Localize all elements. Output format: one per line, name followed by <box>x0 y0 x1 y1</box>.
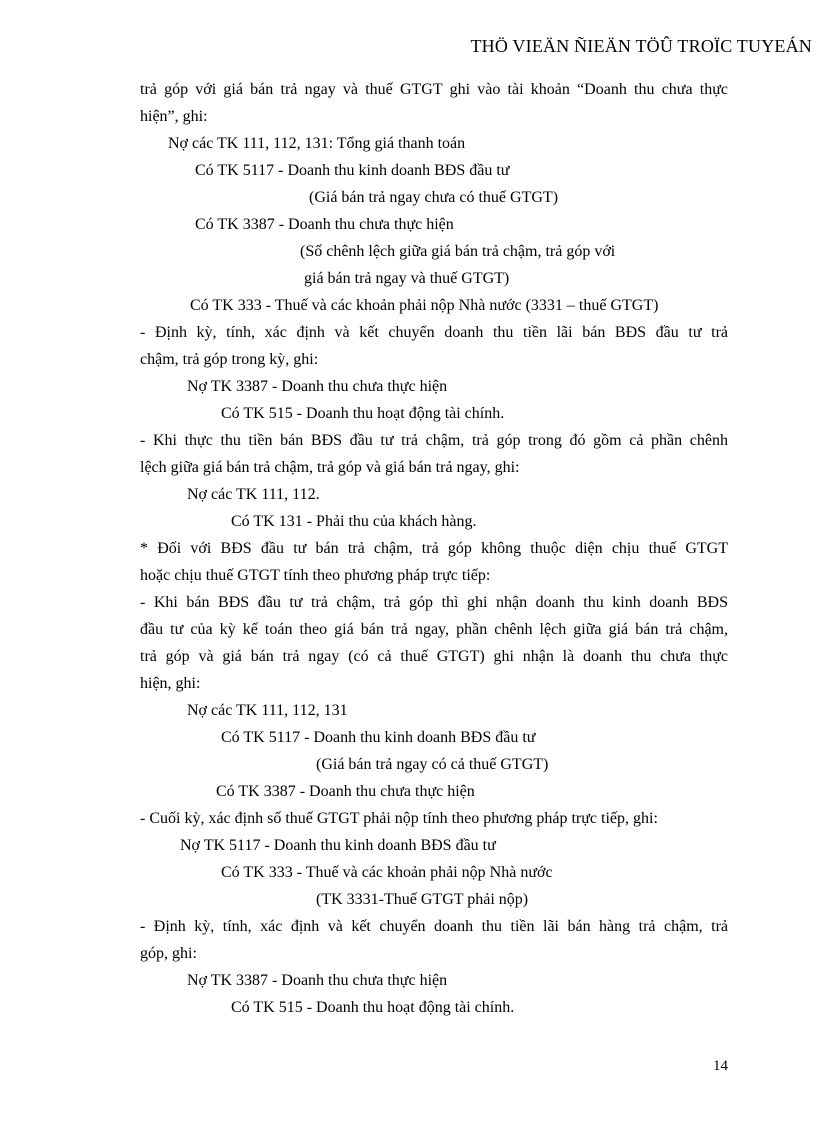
journal-debit-line: Nợ các TK 111, 112, 131: Tổng giá thanh toán <box>168 135 466 152</box>
journal-credit-line: Có TK 3387 - Doanh thu chưa thực hiện <box>195 216 454 233</box>
text-line: trả góp và giá bán trả ngay (có cả thuế GTGT) ghi nhận là doanh thu chưa thực <box>140 648 728 665</box>
journal-credit-line: Có TK 5117 - Doanh thu kinh doanh BĐS đầu tư <box>221 729 536 746</box>
text-line: hiện”, ghi: <box>140 108 208 125</box>
journal-note-line: giá bán trả ngay và thuế GTGT) <box>304 270 510 287</box>
journal-debit-line: Nợ các TK 111, 112. <box>187 486 320 503</box>
journal-debit-line: Nợ TK 5117 - Doanh thu kinh doanh BĐS đầu tư <box>180 837 496 854</box>
text-line: góp, ghi: <box>140 945 197 962</box>
journal-note-line: (Giá bán trả ngay có cả thuế GTGT) <box>316 756 549 773</box>
journal-debit-line: Nợ các TK 111, 112, 131 <box>187 702 348 719</box>
journal-debit-line: Nợ TK 3387 - Doanh thu chưa thực hiện <box>187 972 448 989</box>
text-line: đầu tư của kỳ kế toán theo giá bán trả ngay, phần chênh lệch giữa giá bán trả chậm, <box>140 621 728 638</box>
text-line: hiện, ghi: <box>140 675 201 692</box>
text-line: - Khi bán BĐS đầu tư trả chậm, trả góp thì ghi nhận doanh thu kinh doanh BĐS <box>140 594 728 611</box>
text-line: * Đối với BĐS đầu tư bán trả chậm, trả góp không thuộc diện chịu thuế GTGT <box>140 540 728 557</box>
journal-credit-line: Có TK 131 - Phải thu của khách hàng. <box>231 513 477 530</box>
text-line: trả góp với giá bán trả ngay và thuế GTGT ghi vào tài khoản “Doanh thu chưa thực <box>140 81 728 98</box>
journal-debit-line: Nợ TK 3387 - Doanh thu chưa thực hiện <box>187 378 448 395</box>
journal-note-line: (Số chênh lệch giữa giá bán trả chậm, trả góp với <box>300 243 616 260</box>
body-text <box>140 76 728 1021</box>
journal-credit-line: Có TK 5117 - Doanh thu kinh doanh BĐS đầu tư <box>195 162 510 179</box>
text-line: - Cuối kỳ, xác định số thuế GTGT phải nộp tính theo phương pháp trực tiếp, ghi: <box>140 810 658 827</box>
journal-note-line: (TK 3331-Thuế GTGT phải nộp) <box>316 891 529 908</box>
text-line: chậm, trả góp trong kỳ, ghi: <box>140 351 319 368</box>
journal-credit-line: Có TK 3387 - Doanh thu chưa thực hiện <box>216 783 475 800</box>
text-line: lệch giữa giá bán trả chậm, trả góp và giá bán trả ngay, ghi: <box>140 459 520 476</box>
text-line: hoặc chịu thuế GTGT tính theo phương pháp trực tiếp: <box>140 567 491 584</box>
journal-credit-line: Có TK 515 - Doanh thu hoạt động tài chính. <box>231 999 515 1016</box>
journal-credit-line: Có TK 333 - Thuế và các khoản phải nộp Nhà nước (3331 – thuế GTGT) <box>190 297 659 314</box>
text-line: - Định kỳ, tính, xác định và kết chuyển doanh thu tiền lãi bán BĐS đầu tư trả <box>140 324 728 341</box>
page-number: 14 <box>713 1058 728 1074</box>
text-line: - Khi thực thu tiền bán BĐS đầu tư trả chậm, trả góp trong đó gồm cả phần chênh <box>140 432 728 449</box>
text-line: - Định kỳ, tính, xác định và kết chuyển doanh thu tiền lãi bán hàng trả chậm, trả <box>140 918 728 935</box>
journal-credit-line: Có TK 333 - Thuế và các khoản phải nộp Nhà nước <box>221 864 553 881</box>
page-header: THÖ VIEÄN ÑIEÄN TÖÛ TROÏC TUYEÁN <box>470 36 812 56</box>
journal-credit-line: Có TK 515 - Doanh thu hoạt động tài chính. <box>221 405 505 422</box>
journal-note-line: (Giá bán trả ngay chưa có thuế GTGT) <box>309 189 559 206</box>
